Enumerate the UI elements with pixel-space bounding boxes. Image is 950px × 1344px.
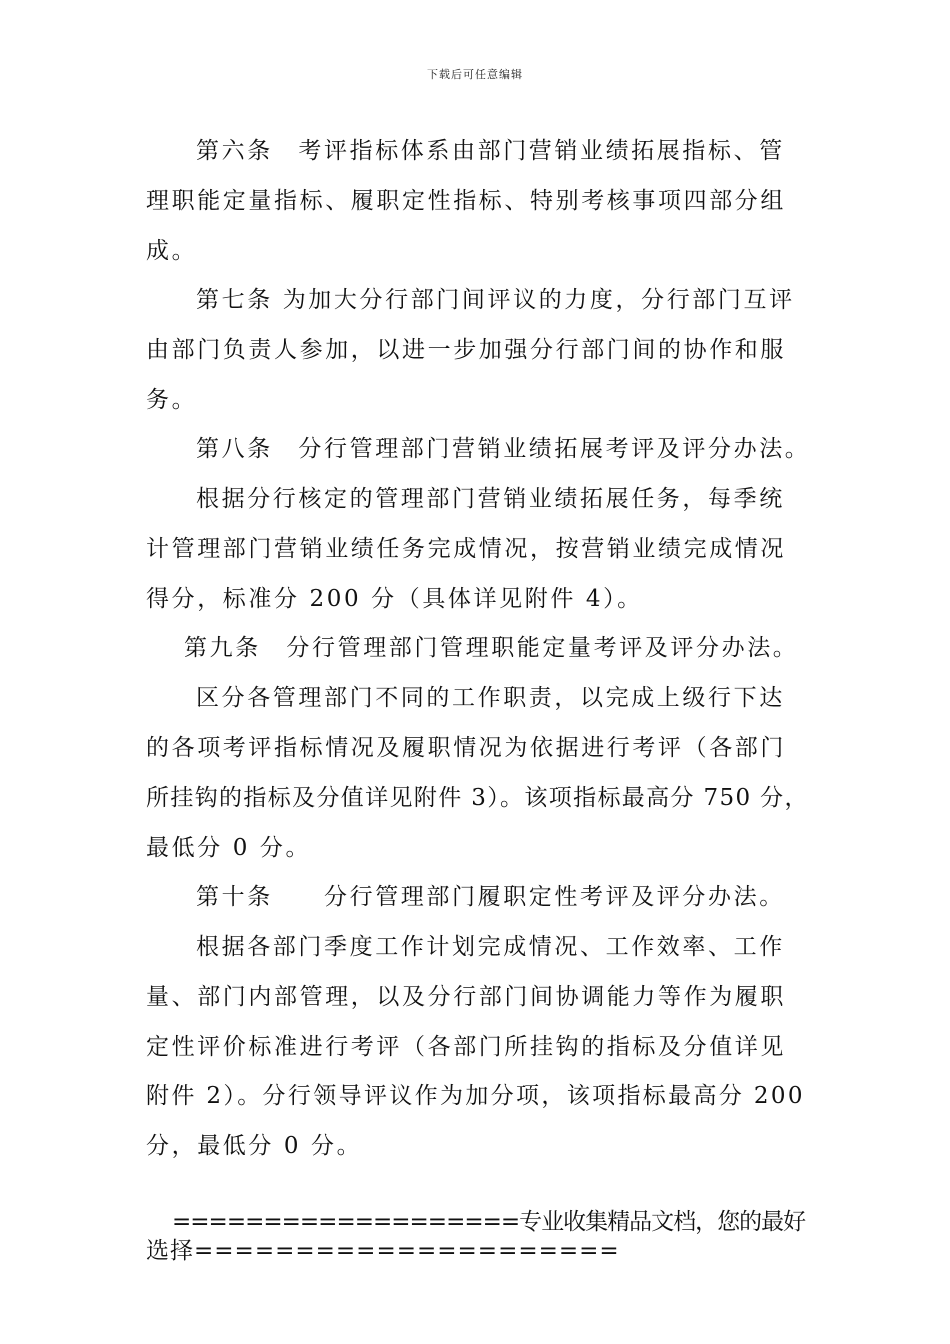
article-9-heading: 第九条 分行管理部门管理职能定量考评及评分办法。 (184, 635, 799, 661)
footer-line-1: ===================专业收集精品文档，您的最好 (172, 1209, 806, 1235)
article-10-body-line-2: 量、部门内部管理，以及分行部门间协调能力等作为履职 (146, 984, 786, 1010)
article-9-body-line-2: 的各项考评指标情况及履职情况为依据进行考评（各部门 (146, 735, 786, 761)
article-8-body-line-3: 得分，标准分 200 分（具体详见附件 4）。 (146, 586, 643, 612)
article-9-body-line-4: 最低分 0 分。 (146, 835, 312, 861)
article-6-line-1: 第六条 考评指标体系由部门营销业绩拓展指标、管 (196, 138, 785, 164)
article-7-line-1: 第七条 为加大分行部门间评议的力度，分行部门互评 (196, 287, 795, 313)
article-8-body-line-1: 根据分行核定的管理部门营销业绩拓展任务，每季统 (196, 486, 785, 512)
article-6-line-2: 理职能定量指标、履职定性指标、特别考核事项四部分组 (146, 188, 786, 214)
article-10-heading: 第十条 分行管理部门履职定性考评及评分办法。 (196, 884, 785, 910)
article-8-heading: 第八条 分行管理部门营销业绩拓展考评及评分办法。 (196, 436, 811, 462)
header-note: 下载后可任意编辑 (427, 68, 523, 81)
footer-line-2: 选择===================== (146, 1238, 620, 1264)
article-8-body-line-2: 计管理部门营销业绩任务完成情况，按营销业绩完成情况 (146, 536, 786, 562)
article-9-body-line-3: 所挂钩的指标及分值详见附件 3）。该项指标最高分 750 分， (146, 785, 809, 811)
article-10-body-line-5: 分，最低分 0 分。 (146, 1133, 363, 1159)
article-10-body-line-3: 定性评价标准进行考评（各部门所挂钩的指标及分值详见 (146, 1034, 786, 1060)
article-9-body-line-1: 区分各管理部门不同的工作职责，以完成上级行下达 (196, 685, 785, 711)
article-10-body-line-1: 根据各部门季度工作计划完成情况、工作效率、工作 (196, 934, 785, 960)
article-7-line-3: 务。 (146, 387, 198, 413)
article-7-line-2: 由部门负责人参加，以进一步加强分行部门间的协作和服 (146, 337, 786, 363)
article-10-body-line-4: 附件 2）。分行领导评议作为加分项，该项指标最高分 200 (146, 1083, 805, 1109)
article-6-line-3: 成。 (146, 238, 198, 264)
